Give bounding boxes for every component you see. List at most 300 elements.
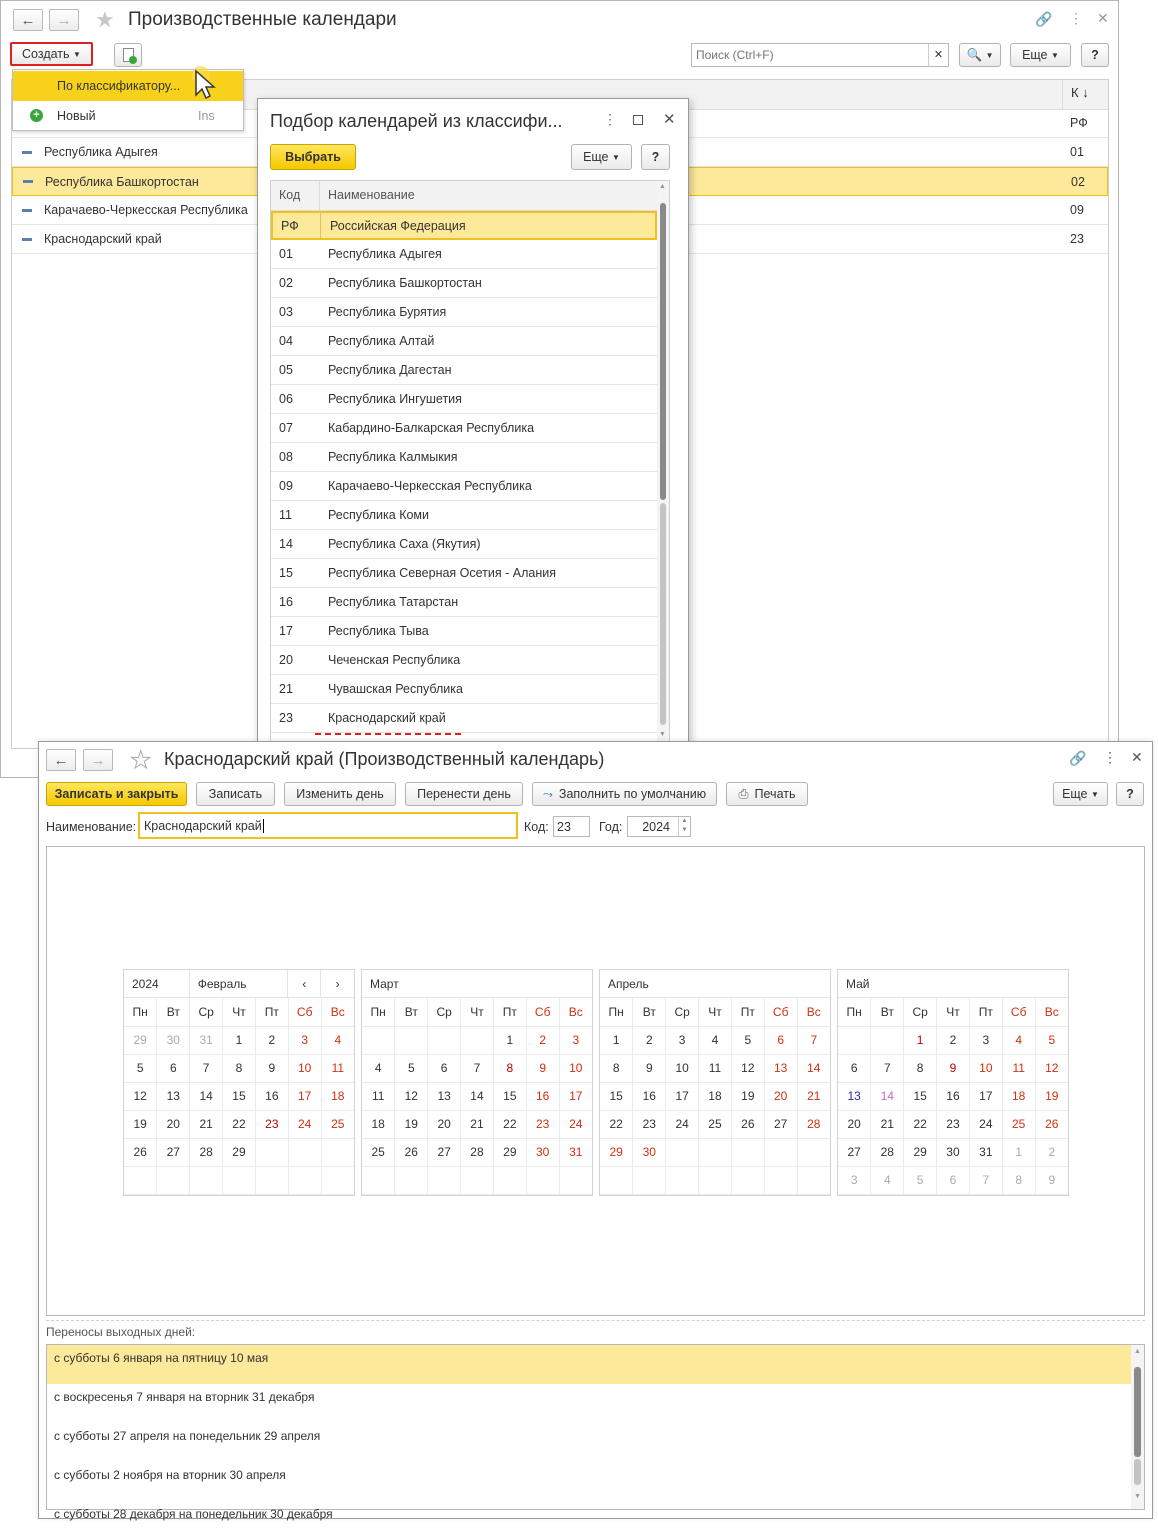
picker-row[interactable] [271,501,657,530]
day-cell[interactable]: 13 [157,1082,190,1110]
day-cell[interactable]: 23 [633,1110,666,1138]
week-row [838,1110,1068,1138]
cell-code: 23 [279,711,293,725]
create-label: Создать [22,47,70,61]
picker-row[interactable] [271,414,657,443]
weekday-row [124,998,354,1026]
search-input[interactable] [691,43,949,67]
scrollbar-thumb[interactable] [1134,1367,1141,1457]
day-cell[interactable]: 16 [526,1082,559,1110]
printer-icon: ⎙ [738,786,749,801]
day-cell[interactable]: 20 [157,1110,190,1138]
day-cell[interactable]: 15 [600,1082,633,1110]
day-cell [288,1138,321,1166]
save-button[interactable]: Записать [196,782,275,806]
day-cell[interactable]: 18 [699,1082,732,1110]
day-cell[interactable]: 7 [871,1054,904,1082]
day-cell[interactable]: 18 [362,1110,395,1138]
transfer-row[interactable] [47,1345,1131,1384]
week-row [362,1054,592,1082]
name-label: Наименование: [46,820,137,834]
more-vertical-icon[interactable]: ⋮ [603,111,617,127]
picker-row[interactable] [271,356,657,385]
day-cell[interactable]: 4 [871,1166,904,1194]
chevron-down-icon: ▼ [73,49,81,59]
cell-name: Краснодарский край [44,232,162,246]
calendar-item-icon [23,180,33,183]
day-cell [764,1166,797,1194]
day-cell[interactable]: 1 [493,1026,526,1054]
day-cell[interactable]: 31 [190,1026,223,1054]
scrollbar[interactable]: ▲ ▼ [1131,1345,1144,1509]
week-row [124,1082,354,1110]
weekday-label: Чт [699,998,732,1026]
year-selector[interactable]: 2024 [124,970,190,998]
day-cell[interactable]: 28 [797,1110,830,1138]
day-cell[interactable]: 24 [666,1110,699,1138]
day-cell[interactable]: 19 [731,1082,764,1110]
scrollbar[interactable]: ▲ ▼ [657,181,669,750]
day-cell[interactable]: 25 [321,1110,354,1138]
day-cell[interactable]: 19 [395,1110,428,1138]
week-row [838,1054,1068,1082]
day-cell[interactable]: 15 [223,1082,256,1110]
maximize-icon[interactable] [633,115,643,125]
day-cell[interactable]: 8 [600,1054,633,1082]
month-header [124,970,354,998]
weekday-label: Пт [493,998,526,1026]
day-cell[interactable]: 21 [797,1082,830,1110]
create-button[interactable] [10,42,93,66]
cell-name: Кабардино-Балкарская Республика [328,421,535,435]
day-cell[interactable]: 12 [124,1082,157,1110]
month-title: Май [846,976,870,991]
day-cell [395,1026,428,1054]
weekday-label: Чт [461,998,494,1026]
day-cell[interactable]: 12 [395,1082,428,1110]
picker-row[interactable] [271,327,657,356]
day-cell[interactable]: 13 [428,1082,461,1110]
day-cell[interactable]: 19 [1035,1082,1068,1110]
day-cell[interactable]: 17 [288,1082,321,1110]
day-cell[interactable]: 27 [764,1110,797,1138]
day-cell[interactable]: 21 [461,1110,494,1138]
day-cell[interactable]: 5 [395,1054,428,1082]
cell-name: Республика Северная Осетия - Алания [328,566,557,580]
day-cell[interactable]: 30 [937,1138,970,1166]
day-cell[interactable]: 9 [937,1054,970,1082]
link-icon[interactable]: 🔗 [1069,750,1087,766]
day-cell[interactable]: 2 [633,1026,666,1054]
year-field[interactable] [627,816,691,837]
day-cell[interactable]: 28 [871,1138,904,1166]
day-cell [428,1026,461,1054]
day-cell[interactable]: 24 [969,1110,1002,1138]
day-cell[interactable]: 13 [764,1054,797,1082]
day-cell[interactable]: 14 [461,1082,494,1110]
day-cell[interactable]: 3 [559,1026,592,1054]
weekday-row [600,998,830,1026]
cell-name: Республика Дагестан [328,363,452,377]
clear-icon[interactable]: ✕ [928,44,948,66]
weekday-label: Чт [223,998,256,1026]
name-field[interactable] [138,812,518,839]
day-cell[interactable]: 17 [666,1082,699,1110]
prev-month-icon[interactable]: ‹ [288,970,321,998]
week-row [124,1054,354,1082]
day-cell[interactable]: 9 [1035,1166,1068,1194]
window-title: Краснодарский край (Производственный календарь) [164,749,605,769]
day-cell[interactable]: 23 [937,1110,970,1138]
day-cell[interactable]: 7 [797,1026,830,1054]
day-cell[interactable]: 3 [969,1026,1002,1054]
day-cell[interactable]: 27 [157,1138,190,1166]
day-cell[interactable]: 25 [699,1110,732,1138]
cell-code: РФ [281,218,299,233]
month-title: Март [370,976,399,991]
select-button[interactable]: Выбрать [270,144,356,170]
day-cell[interactable]: 10 [969,1054,1002,1082]
day-cell[interactable]: 3 [288,1026,321,1054]
day-cell [255,1166,288,1194]
day-cell[interactable]: 24 [559,1110,592,1138]
day-cell[interactable]: 25 [362,1138,395,1166]
close-icon[interactable]: ✕ [1131,749,1143,765]
column-name-header[interactable]: Наименование [328,188,415,202]
next-month-icon[interactable]: › [335,976,340,991]
transfer-text: с субботы 28 декабря на понедельник 30 декабря [54,1507,333,1521]
picker-row[interactable] [271,530,657,559]
day-cell[interactable]: 21 [871,1110,904,1138]
day-cell[interactable]: 8 [904,1054,937,1082]
picker-row[interactable] [271,704,657,733]
day-cell[interactable]: 4 [1002,1026,1035,1054]
day-cell [797,1138,830,1166]
code-field[interactable]: 23 [553,816,590,837]
day-cell [321,1166,354,1194]
cell-name: Российская Федерация [330,218,466,233]
cell-code: 03 [279,305,293,319]
weekday-row [362,998,592,1026]
menu-shortcut: Ins [198,109,215,123]
picker-row[interactable] [271,211,657,240]
day-cell[interactable]: 9 [633,1054,666,1082]
day-cell[interactable]: 2 [255,1026,288,1054]
day-cell[interactable]: 29 [904,1138,937,1166]
day-cell [797,1166,830,1194]
day-cell[interactable]: 6 [838,1054,871,1082]
week-row [600,1082,830,1110]
day-cell[interactable]: 1 [904,1026,937,1054]
cell-code: 17 [279,624,293,638]
day-cell[interactable]: 12 [731,1054,764,1082]
day-cell [321,1138,354,1166]
picker-title: Подбор календарей из классифи... [270,111,563,131]
mouse-cursor-icon [187,65,219,105]
cell-name: Карачаево-Черкесская Республика [328,479,532,493]
search-button[interactable]: 🔍 ▼ [959,43,1001,67]
day-cell[interactable]: 23 [255,1110,288,1138]
day-cell [461,1026,494,1054]
picker-row[interactable] [271,472,657,501]
calendar-item-icon [22,209,32,212]
transfer-row[interactable] [47,1423,1131,1462]
day-cell[interactable]: 18 [1002,1082,1035,1110]
day-cell[interactable]: 10 [666,1054,699,1082]
day-cell[interactable]: 29 [124,1026,157,1054]
week-row [362,1166,592,1194]
picker-more-label: Еще [583,150,609,164]
menu-item-by-classifier[interactable]: По классификатору... [13,71,243,101]
day-cell[interactable]: 1 [600,1026,633,1054]
calendar-area [46,846,1145,1316]
day-cell[interactable]: 22 [493,1110,526,1138]
day-cell[interactable]: 3 [666,1026,699,1054]
day-cell[interactable]: 16 [255,1082,288,1110]
column-code-header[interactable] [1062,80,1108,110]
more-vertical-icon[interactable]: ⋮ [1069,10,1083,26]
column-code-header[interactable]: Код [279,188,301,202]
day-cell[interactable]: 22 [600,1110,633,1138]
day-cell[interactable]: 17 [969,1082,1002,1110]
day-cell[interactable]: 16 [937,1082,970,1110]
day-cell[interactable]: 11 [699,1054,732,1082]
menu-item-new[interactable] [13,101,243,131]
print-button[interactable] [726,782,808,806]
day-cell[interactable]: 27 [428,1138,461,1166]
back-button[interactable]: ← [46,749,76,771]
day-cell[interactable]: 1 [223,1026,256,1054]
picker-row[interactable] [271,588,657,617]
day-cell[interactable]: 9 [526,1054,559,1082]
day-cell[interactable]: 22 [904,1110,937,1138]
day-cell[interactable]: 2 [1035,1138,1068,1166]
weekday-label: Вс [1035,998,1068,1026]
day-cell [395,1166,428,1194]
star-icon[interactable]: ★ [130,747,152,774]
fill-default-button[interactable] [532,782,717,806]
day-cell[interactable]: 30 [157,1026,190,1054]
picker-row[interactable] [271,559,657,588]
day-cell[interactable]: 30 [526,1138,559,1166]
picker-row[interactable] [271,240,657,269]
classifier-picker-window [257,98,689,748]
transfer-text: с субботы 27 апреля на понедельник 29 апреля [54,1429,321,1443]
weekday-label: Пн [600,998,633,1026]
forward-button[interactable]: → [49,9,79,31]
day-cell[interactable]: 16 [633,1082,666,1110]
week-row [600,1138,830,1166]
add-from-file-button[interactable] [114,43,142,67]
day-cell[interactable]: 4 [362,1054,395,1082]
day-cell[interactable]: 14 [797,1054,830,1082]
calendar-item-icon [22,151,32,154]
cell-name: Чеченская Республика [328,653,461,667]
cell-name: Республика Адыгея [44,145,158,159]
week-row [600,1166,830,1194]
day-cell[interactable]: 4 [699,1026,732,1054]
transfer-row[interactable] [47,1462,1131,1501]
transfer-row[interactable] [47,1384,1131,1423]
column-code-label: К [1071,85,1079,100]
day-cell[interactable]: 3 [838,1166,871,1194]
search-icon: 🔍 [966,47,983,62]
day-cell[interactable]: 29 [493,1138,526,1166]
month-calendar [123,969,355,1196]
day-cell[interactable]: 26 [124,1138,157,1166]
day-cell[interactable]: 11 [1002,1054,1035,1082]
day-cell[interactable]: 30 [633,1138,666,1166]
day-cell[interactable]: 20 [428,1110,461,1138]
day-cell[interactable]: 15 [904,1082,937,1110]
weekday-label: Пт [969,998,1002,1026]
day-cell[interactable]: 4 [321,1026,354,1054]
day-cell [764,1138,797,1166]
week-row [838,1082,1068,1110]
day-cell[interactable]: 26 [1035,1110,1068,1138]
day-cell[interactable]: 2 [526,1026,559,1054]
code-label: Код: [524,820,549,834]
day-cell[interactable]: 31 [559,1138,592,1166]
picker-row[interactable] [271,269,657,298]
help-button[interactable]: ? [1081,43,1109,67]
more-button[interactable]: Еще ▼ [1053,782,1108,806]
day-cell[interactable]: 14 [190,1082,223,1110]
plus-circle-icon: + [30,109,43,122]
transfer-row[interactable] [47,1501,1131,1540]
cell-code: 15 [279,566,293,580]
more-vertical-icon[interactable]: ⋮ [1103,749,1117,765]
day-cell[interactable]: 8 [493,1054,526,1082]
day-cell[interactable]: 28 [190,1138,223,1166]
picker-row[interactable] [271,385,657,414]
help-button[interactable]: ? [1116,782,1144,806]
day-cell[interactable]: 7 [461,1054,494,1082]
print-label: Печать [754,787,796,801]
day-cell [190,1166,223,1194]
cell-code: 02 [1071,174,1085,189]
day-cell[interactable]: 19 [124,1110,157,1138]
picker-row[interactable] [271,443,657,472]
day-cell[interactable]: 8 [223,1054,256,1082]
week-row [838,1138,1068,1166]
day-cell[interactable]: 29 [600,1138,633,1166]
day-cell[interactable]: 13 [838,1082,871,1110]
star-icon[interactable]: ★ [95,7,115,32]
day-cell[interactable]: 21 [190,1110,223,1138]
cell-name: Республика Алтай [328,334,435,348]
day-cell[interactable]: 22 [223,1110,256,1138]
day-cell[interactable]: 24 [288,1110,321,1138]
day-cell[interactable]: 27 [838,1138,871,1166]
day-cell[interactable]: 17 [559,1082,592,1110]
day-cell[interactable]: 29 [223,1138,256,1166]
day-cell[interactable]: 5 [904,1166,937,1194]
week-row [600,1110,830,1138]
cell-code: РФ [1070,116,1088,130]
picker-row[interactable] [271,617,657,646]
cell-code: 11 [279,508,292,522]
day-cell[interactable]: 31 [969,1138,1002,1166]
day-cell[interactable]: 18 [321,1082,354,1110]
picker-row[interactable] [271,646,657,675]
day-cell[interactable]: 23 [526,1110,559,1138]
year-stepper[interactable]: ▲ ▼ [678,817,690,836]
cell-name: Карачаево-Черкесская Республика [44,203,248,217]
picker-row[interactable] [271,298,657,327]
day-cell [600,1166,633,1194]
more-button[interactable]: Еще ▼ [1010,43,1071,67]
link-icon[interactable]: 🔗 [1035,11,1053,27]
day-cell [428,1166,461,1194]
scrollbar-thumb[interactable] [660,203,666,500]
month-selector[interactable]: Февраль [190,970,289,998]
day-cell[interactable]: 6 [428,1054,461,1082]
month-grid [838,998,1068,1195]
calendar-item-icon [22,238,32,241]
search-field[interactable] [692,44,922,66]
day-cell[interactable]: 10 [288,1054,321,1082]
forward-button[interactable]: → [83,749,113,771]
day-cell[interactable]: 5 [731,1026,764,1054]
day-cell[interactable]: 26 [395,1138,428,1166]
day-cell[interactable]: 7 [190,1054,223,1082]
day-cell[interactable]: 25 [1002,1110,1035,1138]
close-icon[interactable]: ✕ [1097,10,1109,26]
day-cell[interactable]: 20 [764,1082,797,1110]
day-cell[interactable]: 12 [1035,1054,1068,1082]
day-cell[interactable]: 11 [362,1082,395,1110]
weekday-label: Вт [633,998,666,1026]
day-cell[interactable]: 6 [764,1026,797,1054]
save-and-close-button[interactable]: Записать и закрыть [46,782,187,806]
transfer-text: с субботы 6 января на пятницу 10 мая [54,1351,269,1365]
day-cell[interactable]: 5 [1035,1026,1068,1054]
day-cell[interactable]: 28 [461,1138,494,1166]
day-cell[interactable]: 5 [124,1054,157,1082]
back-button[interactable]: ← [13,9,43,31]
close-icon[interactable]: ✕ [663,111,676,128]
day-cell[interactable]: 26 [731,1110,764,1138]
day-cell[interactable]: 10 [559,1054,592,1082]
picker-row[interactable] [271,675,657,704]
day-cell[interactable]: 1 [1002,1138,1035,1166]
weekday-label: Вс [559,998,592,1026]
weekday-label: Пн [124,998,157,1026]
day-cell[interactable]: 7 [969,1166,1002,1194]
day-cell[interactable]: 14 [871,1082,904,1110]
day-cell[interactable]: 8 [1002,1166,1035,1194]
day-cell[interactable]: 15 [493,1082,526,1110]
cell-name: Республика Адыгея [328,247,442,261]
day-cell[interactable]: 9 [255,1054,288,1082]
day-cell[interactable]: 6 [157,1054,190,1082]
change-day-button[interactable]: Изменить день [284,782,396,806]
day-cell[interactable]: 6 [937,1166,970,1194]
week-row [124,1026,354,1054]
day-cell[interactable]: 2 [937,1026,970,1054]
move-day-button[interactable]: Перенести день [405,782,523,806]
picker-help-button[interactable]: ? [641,144,670,170]
picker-more-button[interactable]: Еще ▼ [571,144,632,170]
year-value: 2024 [642,820,670,834]
cell-name: Чувашская Республика [328,682,463,696]
day-cell[interactable]: 11 [321,1054,354,1082]
day-cell [871,1026,904,1054]
day-cell[interactable]: 20 [838,1110,871,1138]
day-cell [526,1166,559,1194]
month-grid [362,998,592,1195]
